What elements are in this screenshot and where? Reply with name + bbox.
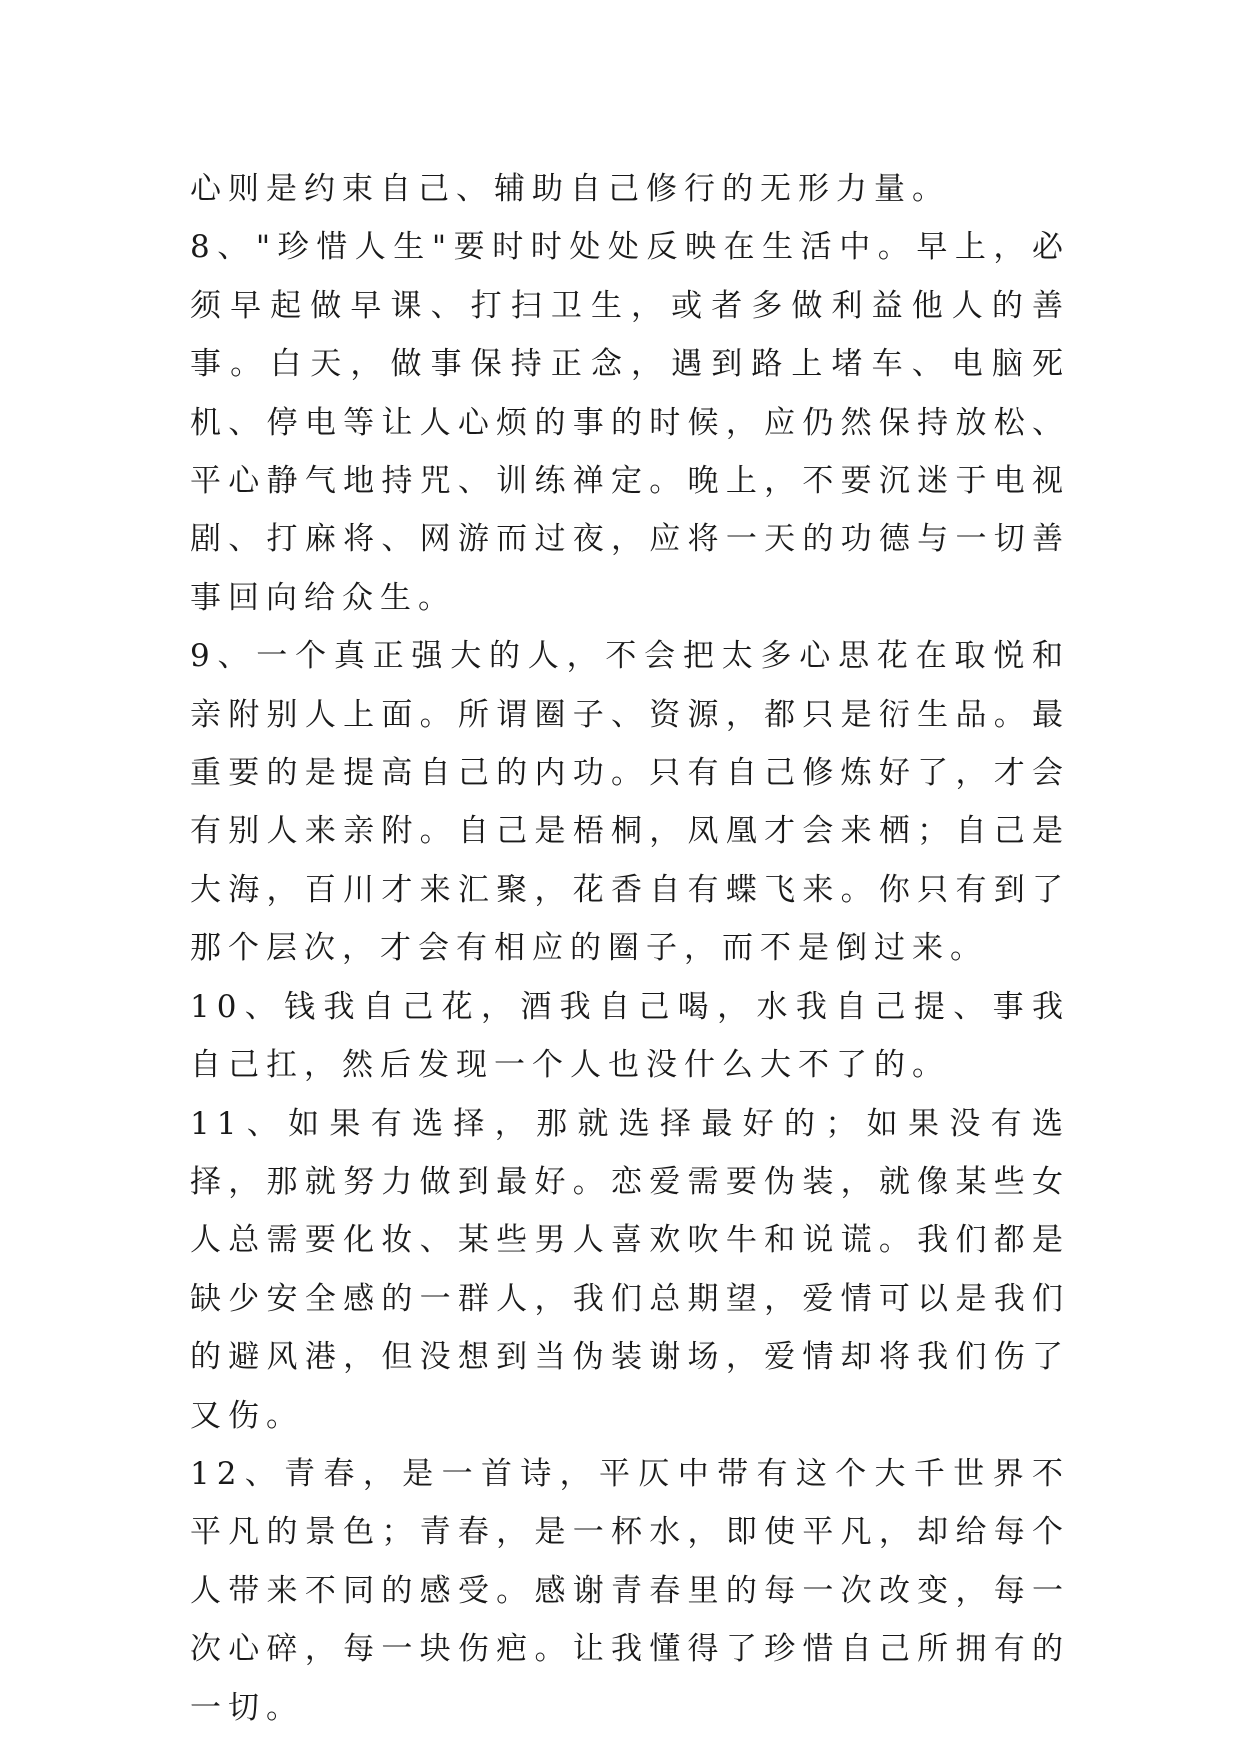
paragraph-item-10: 10、钱我自己花，酒我自己喝，水我自己提、事我自己扛，然后发现一个人也没什么大不了的。 xyxy=(190,988,1070,1084)
paragraph-item-8: 8、"珍惜人生"要时时处处反映在生活中。早上，必须早起做早课、打扫卫生，或者多做利益他人的善事。白天，做事保持正念，遇到路上堵车、电脑死机、停电等让人心烦的事的时候，应仍然保持放松、平心静气地持咒、训练禅定。晚上，不要沉迷于电视剧、打麻将、网游而过夜，应将一天的功德与一切善事回向给众生。 xyxy=(190,229,1070,616)
paragraph-item-11: 11、如果有选择，那就选择最好的；如果没有选择，那就努力做到最好。恋爱需要伪装，就像某些女人总需要化妆、某些男人喜欢吹牛和说谎。我们都是缺少安全感的一群人，我们总期望，爱情可以是我们的避风港，但没想到当伪装谢场，爱情却将我们伤了又伤。 xyxy=(190,1105,1070,1434)
paragraph-item-9: 9、一个真正强大的人，不会把太多心思花在取悦和亲附别人上面。所谓圈子、资源，都只是衍生品。最重要的是提高自己的内功。只有自己修炼好了，才会有别人来亲附。自己是梧桐，凤凰才会来栖；自己是大海，百川才来汇聚，花香自有蝶飞来。你只有到了那个层次，才会有相应的圈子，而不是倒过来。 xyxy=(190,638,1070,967)
paragraph-item-12: 12、青春，是一首诗，平仄中带有这个大千世界不平凡的景色；青春，是一杯水，即使平凡，却给每个人带来不同的感受。感谢青春里的每一次改变，每一次心碎，每一块伤疤。让我懂得了珍惜自己所拥有的一切。 xyxy=(190,1455,1070,1726)
document-body xyxy=(190,160,1070,1737)
paragraph-continuation: 心则是约束自己、辅助自己修行的无形力量。 xyxy=(190,171,950,207)
